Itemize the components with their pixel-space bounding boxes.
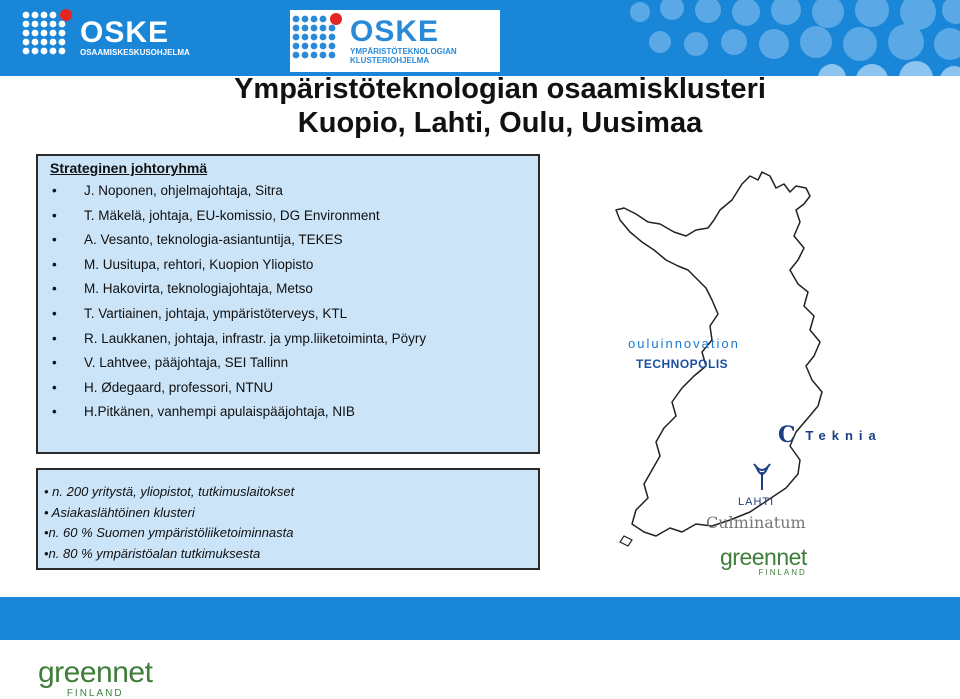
oske-logo-right [290, 10, 500, 72]
cluster-facts-list [44, 482, 294, 564]
slide-title-line1: Ympäristöteknologian osaamisklusteri [234, 73, 766, 105]
steering-group-heading: Strateginen johtoryhmä [50, 160, 208, 176]
list-item: • V. Lahtvee, pääjohtaja, SEI Tallinn [50, 354, 530, 371]
lahti-emblem-icon [752, 462, 772, 492]
list-item: • T. Vartiainen, johtaja, ympäristöterveys, KTL [50, 305, 530, 322]
steering-group-list [50, 182, 530, 428]
oske-logo-subtitle-line2: KLUSTERIOHJELMA [350, 56, 430, 65]
teknia-logo-text: Teknia [805, 427, 882, 443]
teknia-swirl-icon: C [778, 422, 802, 448]
greennet-logo-subtitle: FINLAND [758, 568, 807, 577]
footer-bar [0, 597, 960, 640]
oulu-innovation-logo: ouluinnovation [628, 336, 740, 351]
list-item: •n. 60 % Suomen ympäristöliiketoiminnasta [44, 525, 294, 540]
list-item: • M. Uusitupa, rehtori, Kuopion Yliopisto [50, 256, 530, 273]
greennet-logo [720, 546, 807, 577]
oske-logo-left [20, 6, 250, 68]
greennet-logo-name: greennet [720, 544, 807, 570]
technopolis-logo: TECHNOPOLIS [636, 357, 729, 371]
list-item: •n. 80 % ympäristöalan tutkimuksesta [44, 545, 261, 561]
culminatum-logo: Culminatum [706, 513, 806, 532]
oske-logo-name: OSKE [350, 15, 440, 48]
list-item: • J. Noponen, ohjelmajohtaja, Sitra [50, 182, 530, 199]
list-item: • Asiakaslähtöinen klusteri [44, 504, 195, 520]
greennet-footer-logo [38, 656, 153, 699]
greennet-logo-subtitle: FINLAND [66, 688, 124, 699]
list-item: • n. 200 yritystä, yliopistot, tutkimuslaitokset [44, 484, 295, 499]
lahti-logo: LAHTI [738, 496, 775, 508]
list-item: • H.Pitkänen, vanhempi apulaispääjohtaja, NIB [50, 403, 530, 420]
oske-logo-subtitle: OSAAMISKESKUSOHJELMA [80, 47, 190, 57]
oske-dots-icon [290, 13, 346, 69]
greennet-logo-name: greennet [38, 656, 153, 689]
steering-group-box [36, 154, 540, 454]
oske-dots-icon [20, 9, 76, 65]
list-item: • H. Ødegaard, professori, NTNU [50, 379, 530, 396]
slide-title [160, 72, 840, 140]
list-item: • M. Hakovirta, teknologiajohtaja, Metso [50, 280, 530, 297]
dot-pattern-decoration [600, 0, 960, 76]
list-item: • T. Mäkelä, johtaja, EU-komissio, DG Environment [50, 207, 530, 224]
teknia-logo [778, 422, 882, 448]
oske-logo-subtitle-line1: YMPÄRISTÖTEKNOLOGIAN [350, 47, 457, 56]
oske-logo-name: OSKE [80, 15, 170, 49]
cluster-facts-box [36, 468, 540, 570]
slide-title-line2: Kuopio, Lahti, Oulu, Uusimaa [297, 107, 703, 139]
list-item: • R. Laukkanen, johtaja, infrastr. ja ymp.liiketoiminta, Pöyry [50, 330, 530, 347]
list-item: • A. Vesanto, teknologia-asiantuntija, TEKES [50, 231, 530, 248]
